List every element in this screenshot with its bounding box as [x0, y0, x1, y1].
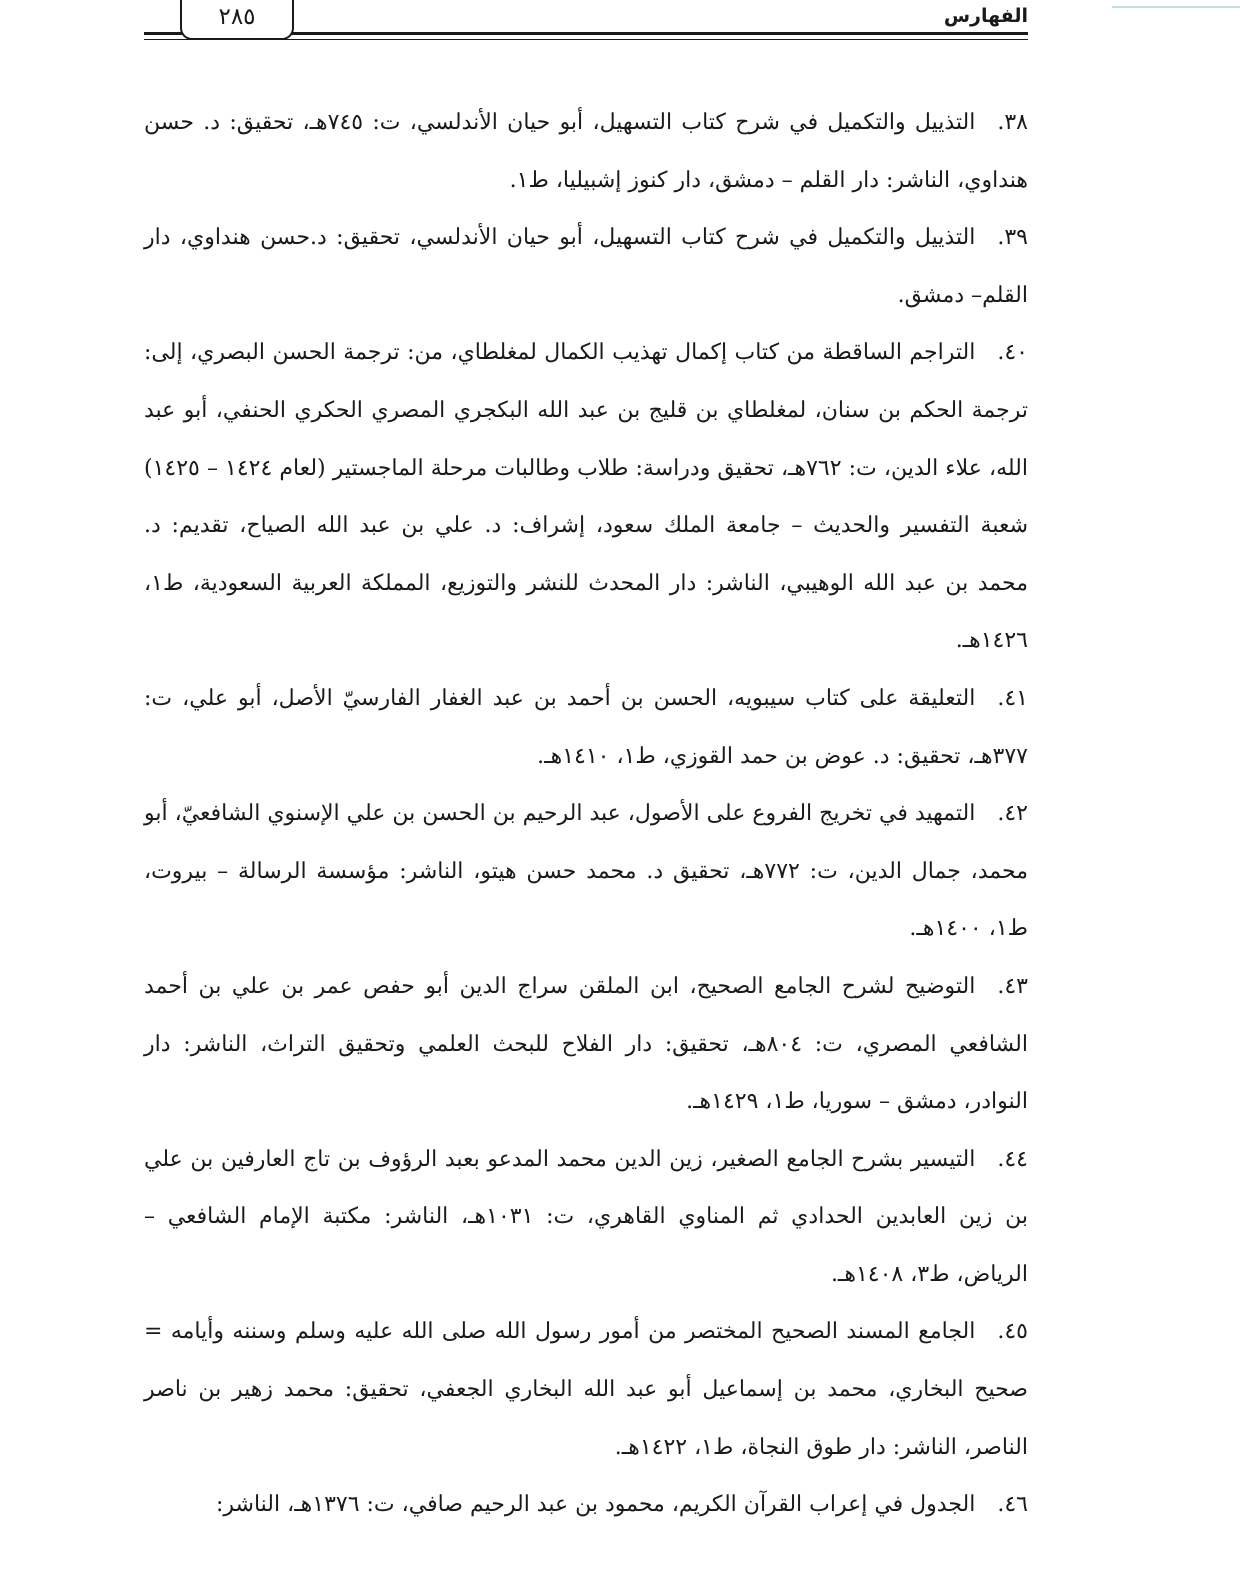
entry-number: ٤٥. [997, 1319, 1028, 1345]
entry-number: ٤٠. [997, 340, 1028, 366]
bibliography-entry-44 [144, 1131, 1028, 1304]
bibliography-entry-46 [144, 1476, 1028, 1534]
bibliography-entry-43 [144, 958, 1028, 1131]
entry-number: ٤٦. [997, 1492, 1028, 1518]
entry-text: التعليقة على كتاب سيبويه، الحسن بن أحمد بن عبد الغفار الفارسيّ الأصل، أبو علي، ت: ٣٧٧هـ، تحقيق: د. عوض بن حمد القوزي، ط١، ١٤١٠هـ. [144, 685, 1028, 769]
entry-number: ٤١. [997, 685, 1028, 711]
page-number: ٢٨٥ [180, 0, 294, 40]
bibliography-entry-40 [144, 324, 1028, 670]
entry-number: ٣٨. [997, 110, 1028, 135]
bibliography-entry-45 [144, 1303, 1028, 1476]
entry-number: ٤٤. [997, 1146, 1028, 1172]
bibliography-list [144, 94, 1028, 1534]
entry-text: التذييل والتكميل في شرح كتاب التسهيل، أبو حيان الأندلسي، تحقيق: د.حسن هنداوي، دار القلم– دمشق. [144, 225, 1028, 308]
entry-text: التمهيد في تخريج الفروع على الأصول، عبد الرحيم بن الحسن بن علي الإسنوي الشافعيّ، أبو محمد، جمال الدين، ت: ٧٧٢هـ، تحقيق د. محمد حسن هيتو، الناشر: مؤسسة الرسالة – بيروت، ط١، ١٤٠٠هـ. [144, 801, 1028, 942]
entry-text: التيسير بشرح الجامع الصغير، زين الدين محمد المدعو بعبد الرؤوف بن تاج العارفين بن علي بن زين العابدين الحدادي ثم المناوي القاهري، ت: ١٠٣١هـ، الناشر: مكتبة الإمام الشافعي – الرياض، ط٣، ١٤٠٨هـ. [144, 1146, 1028, 1287]
bibliography-entry-41 [144, 670, 1028, 785]
entry-text: الجدول في إعراب القرآن الكريم، محمود بن عبد الرحيم صافي، ت: ١٣٧٦هـ، الناشر: [215, 1492, 976, 1518]
bibliography-entry-39 [144, 209, 1028, 324]
page-header [144, 0, 1028, 46]
entry-text: الجامع المسند الصحيح المختصر من أمور رسول الله صلى الله عليه وسلم وسننه وأيامه = صحيح البخاري، محمد بن إسماعيل أبو عبد الله البخاري الجعفي، تحقيق: محمد زهير بن ناصر الناصر، الناشر: دار طوق النجاة، ط١، ١٤٢٢هـ. [144, 1319, 1028, 1460]
section-title: الفهارس [943, 5, 1028, 27]
bibliography-entry-42 [144, 785, 1028, 958]
entry-text: التذييل والتكميل في شرح كتاب التسهيل، أبو حيان الأندلسي، ت: ٧٤٥هـ، تحقيق: د. حسن هنداوي، الناشر: دار القلم – دمشق، دار كنوز إشبيليا، ط١. [144, 110, 1028, 193]
entry-number: ٣٩. [997, 225, 1028, 251]
bibliography-entry-38 [144, 94, 1028, 209]
entry-text: التراجم الساقطة من كتاب إكمال تهذيب الكمال لمغلطاي، من: ترجمة الحسن البصري، إلى: ترجمة الحكم بن سنان، لمغلطاي بن قليج بن عبد الله البكجري المصري الحكري الحنفي، أبو عبد الله، علاء الدين، ت: ٧٦٢هـ، تحقيق ودراسة: طلاب وطالبات مرحلة الماجستير (لعام ١٤٢٤ – ١٤٢٥) شعبة التفسير والحديث – جامعة الملك سعود، إشراف: د. علي بن عبد الله الصياح، تقديم: د. محمد بن عبد الله الوهيبي، الناشر: دار المحدث للنشر والتوزيع، المملكة العربية السعودية، ط١، ١٤٢٦هـ. [144, 340, 1028, 654]
entry-text: التوضيح لشرح الجامع الصحيح، ابن الملقن سراج الدين أبو حفص عمر بن علي بن أحمد الشافعي المصري، ت: ٨٠٤هـ، تحقيق: دار الفلاح للبحث العلمي وتحقيق التراث، الناشر: دار النوادر، دمشق – سوريا، ط١، ١٤٢٩هـ. [144, 973, 1028, 1115]
entry-number: ٤٣. [997, 973, 1028, 999]
corner-mark [1112, 6, 1240, 8]
entry-number: ٤٢. [997, 801, 1028, 827]
